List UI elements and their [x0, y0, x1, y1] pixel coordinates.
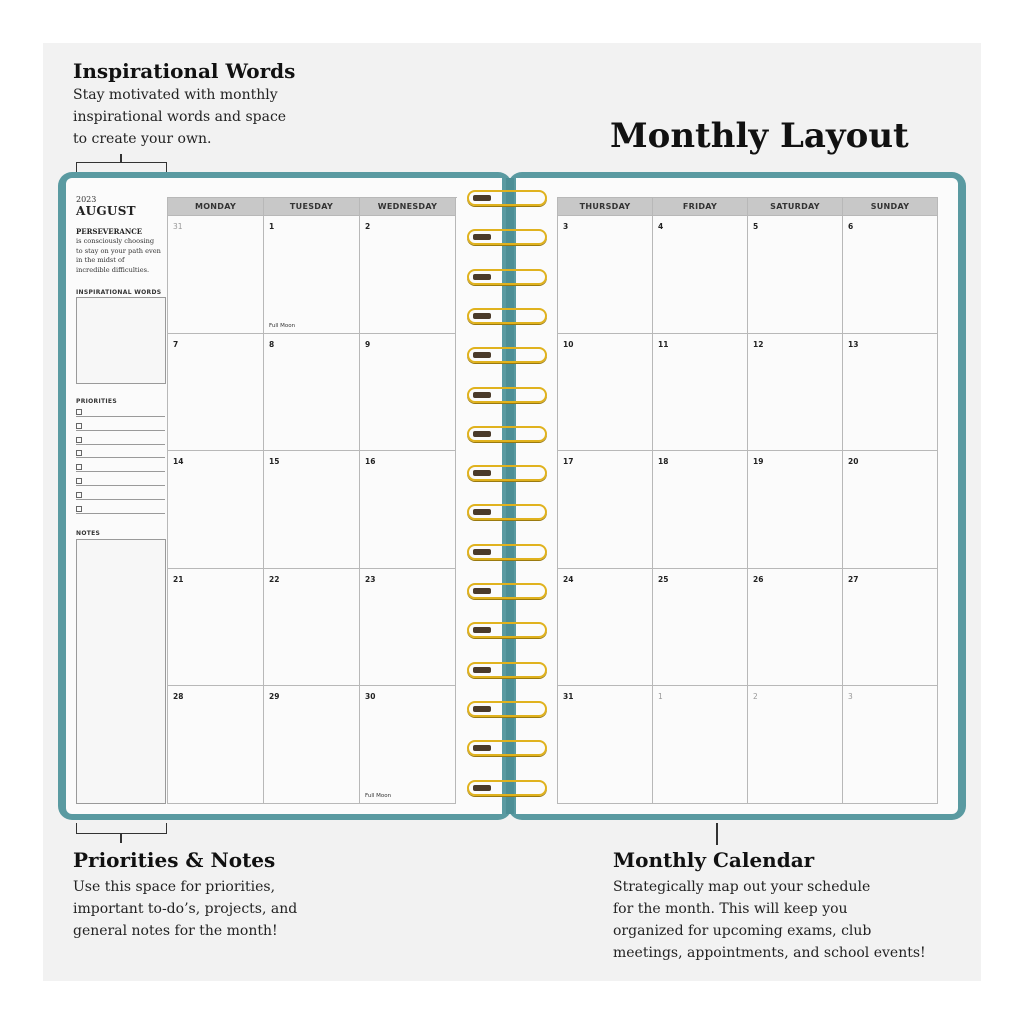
monthly-calendar-title: Monthly Calendar: [613, 848, 815, 872]
day-cell[interactable]: [168, 451, 264, 569]
priorities-bracket: [76, 823, 167, 834]
day-cell[interactable]: [558, 334, 653, 452]
spiral-coil: [467, 780, 547, 796]
day-number: 1: [269, 222, 275, 231]
day-number: 31: [563, 692, 574, 701]
day-cell[interactable]: [653, 451, 748, 569]
day-cell[interactable]: [843, 686, 938, 804]
checkbox-icon[interactable]: [76, 437, 82, 443]
coil-ring: [467, 190, 547, 206]
day-cell[interactable]: [360, 334, 456, 452]
inspirational-words-label: INSPIRATIONAL WORDS: [76, 289, 162, 296]
spiral-coil: [467, 504, 547, 520]
coil-ring: [467, 465, 547, 481]
day-cell[interactable]: [558, 216, 653, 334]
day-cell[interactable]: [748, 334, 843, 452]
day-cell[interactable]: [264, 216, 360, 334]
inspirational-words-box[interactable]: [76, 297, 166, 384]
spiral-coil: [467, 190, 547, 206]
day-number: 31: [173, 222, 183, 231]
day-cell[interactable]: [264, 569, 360, 687]
priorities-bracket-stem: [120, 834, 122, 843]
day-number: 13: [848, 339, 859, 349]
inspirational-words-description: Stay motivated with monthly inspirational words and space to create your own.: [73, 87, 287, 147]
day-number: 19: [753, 457, 764, 466]
day-number: 2: [753, 692, 758, 701]
day-header-saturday: SATURDAY: [748, 198, 843, 216]
inspirational-words-title: Inspirational Words: [73, 59, 296, 83]
inspirational-bracket-stem: [120, 154, 122, 163]
day-cell[interactable]: [748, 451, 843, 569]
day-number: 18: [658, 457, 669, 466]
day-cell[interactable]: [748, 216, 843, 334]
coil-ring: [467, 347, 547, 363]
day-cell[interactable]: [558, 569, 653, 687]
day-cell[interactable]: [653, 216, 748, 334]
day-number: 21: [173, 574, 184, 584]
day-cell[interactable]: [264, 334, 360, 452]
day-cell[interactable]: [264, 686, 360, 804]
spiral-coil: [467, 347, 547, 363]
day-cell[interactable]: [653, 686, 748, 804]
day-cell[interactable]: [168, 569, 264, 687]
day-number: 12: [753, 339, 764, 349]
day-number: 5: [753, 222, 759, 231]
day-header-monday: MONDAY: [168, 198, 264, 216]
day-number: 30: [365, 692, 376, 701]
checkbox-icon[interactable]: [76, 506, 82, 512]
checkbox-icon[interactable]: [76, 478, 82, 484]
day-number: 11: [658, 339, 669, 349]
checkbox-icon[interactable]: [76, 492, 82, 498]
monthly-calendar-description: Strategically map out your schedule for the month. This will keep you organized for upcoming exams, club meetings, appointments, and school events!: [613, 879, 926, 961]
day-number: 15: [269, 457, 280, 466]
priority-line[interactable]: [76, 477, 165, 486]
coil-ring: [467, 229, 547, 245]
day-number: 2: [365, 222, 371, 231]
day-note: Full Moon: [269, 322, 296, 329]
priorities-label: PRIORITIES: [76, 398, 117, 405]
day-cell[interactable]: [360, 569, 456, 687]
day-cell[interactable]: [360, 686, 456, 804]
day-cell[interactable]: [748, 686, 843, 804]
coil-ring: [467, 308, 547, 324]
spiral-coil: [467, 662, 547, 678]
priority-line[interactable]: [76, 491, 165, 500]
spiral-coil: [467, 622, 547, 638]
day-cell[interactable]: [653, 334, 748, 452]
notes-label: NOTES: [76, 530, 101, 537]
day-number: 8: [269, 339, 275, 349]
day-number: 10: [563, 339, 574, 349]
priorities-notes-description: Use this space for priorities, important to-do’s, projects, and general notes for the month!: [73, 879, 298, 939]
day-header-thursday: THURSDAY: [558, 198, 653, 216]
day-number: 9: [365, 339, 371, 349]
day-note: Full Moon: [365, 792, 392, 799]
coil-ring: [467, 504, 547, 520]
coil-ring: [467, 426, 547, 442]
day-number: 24: [563, 574, 574, 584]
coil-ring: [467, 269, 547, 285]
priorities-notes-title: Priorities & Notes: [73, 848, 276, 872]
coil-ring: [467, 583, 547, 599]
coil-ring: [467, 740, 547, 756]
day-number: 16: [365, 457, 376, 466]
day-header-sunday: SUNDAY: [843, 198, 938, 216]
priority-line[interactable]: [76, 422, 165, 431]
coil-ring: [467, 780, 547, 796]
day-cell[interactable]: [558, 686, 653, 804]
sidebar-year: 2023: [76, 195, 97, 204]
day-cell[interactable]: [843, 334, 938, 452]
day-number: 22: [269, 574, 280, 584]
priority-line[interactable]: [76, 408, 165, 417]
day-number: 27: [848, 574, 859, 584]
coil-ring: [467, 387, 547, 403]
day-number: 26: [753, 574, 764, 584]
checkbox-icon[interactable]: [76, 423, 82, 429]
notes-box[interactable]: [76, 539, 166, 804]
spiral-coil: [467, 740, 547, 756]
spiral-coil: [467, 269, 547, 285]
day-cell[interactable]: [843, 569, 938, 687]
spiral-coil: [467, 465, 547, 481]
spiral-coil: [467, 387, 547, 403]
day-number: 17: [563, 457, 574, 466]
day-number: 20: [848, 457, 859, 466]
priority-line[interactable]: [76, 449, 165, 458]
day-cell[interactable]: [168, 216, 264, 334]
day-header-friday: FRIDAY: [653, 198, 748, 216]
priority-line[interactable]: [76, 436, 165, 445]
sidebar-month: AUGUST: [76, 204, 136, 218]
calendar-left-grid: [167, 197, 457, 804]
spiral-coil: [467, 229, 547, 245]
monthly-layout-title: Monthly Layout: [610, 116, 909, 156]
day-cell[interactable]: [360, 451, 456, 569]
day-cell[interactable]: [843, 451, 938, 569]
day-number: 28: [173, 692, 184, 701]
spiral-coil: [467, 308, 547, 324]
sidebar-definition: is consciously choosing to stay on your path even in the midst of incredible difficulties.: [76, 237, 161, 274]
day-cell[interactable]: [264, 451, 360, 569]
day-header-tuesday: TUESDAY: [264, 198, 360, 216]
day-number: 23: [365, 574, 376, 584]
day-number: 7: [173, 339, 179, 349]
spiral-coil: [467, 583, 547, 599]
spiral-coil: [467, 701, 547, 717]
day-number: 3: [563, 222, 569, 231]
day-cell[interactable]: [558, 451, 653, 569]
day-cell[interactable]: [843, 216, 938, 334]
checkbox-icon[interactable]: [76, 409, 82, 415]
coil-ring: [467, 701, 547, 717]
spiral-coil: [467, 426, 547, 442]
spiral-coil: [467, 544, 547, 560]
priority-line[interactable]: [76, 505, 165, 514]
sidebar-word: PERSEVERANCE: [76, 227, 143, 236]
day-cell[interactable]: [653, 569, 748, 687]
day-number: 6: [848, 222, 854, 231]
calendar-callout-stem: [716, 823, 718, 845]
day-number: 25: [658, 574, 669, 584]
day-number: 4: [658, 222, 664, 231]
day-number: 3: [848, 692, 853, 701]
day-number: 14: [173, 457, 184, 466]
checkbox-icon[interactable]: [76, 464, 82, 470]
priority-line[interactable]: [76, 463, 165, 472]
calendar-right-grid: [557, 197, 938, 804]
day-number: 29: [269, 692, 280, 701]
day-cell[interactable]: [360, 216, 456, 334]
day-cell[interactable]: [168, 334, 264, 452]
day-cell[interactable]: [748, 569, 843, 687]
checkbox-icon[interactable]: [76, 450, 82, 456]
day-cell[interactable]: [168, 686, 264, 804]
coil-ring: [467, 622, 547, 638]
coil-ring: [467, 662, 547, 678]
coil-ring: [467, 544, 547, 560]
day-header-wednesday: WEDNESDAY: [360, 198, 456, 216]
day-number: 1: [658, 692, 663, 701]
